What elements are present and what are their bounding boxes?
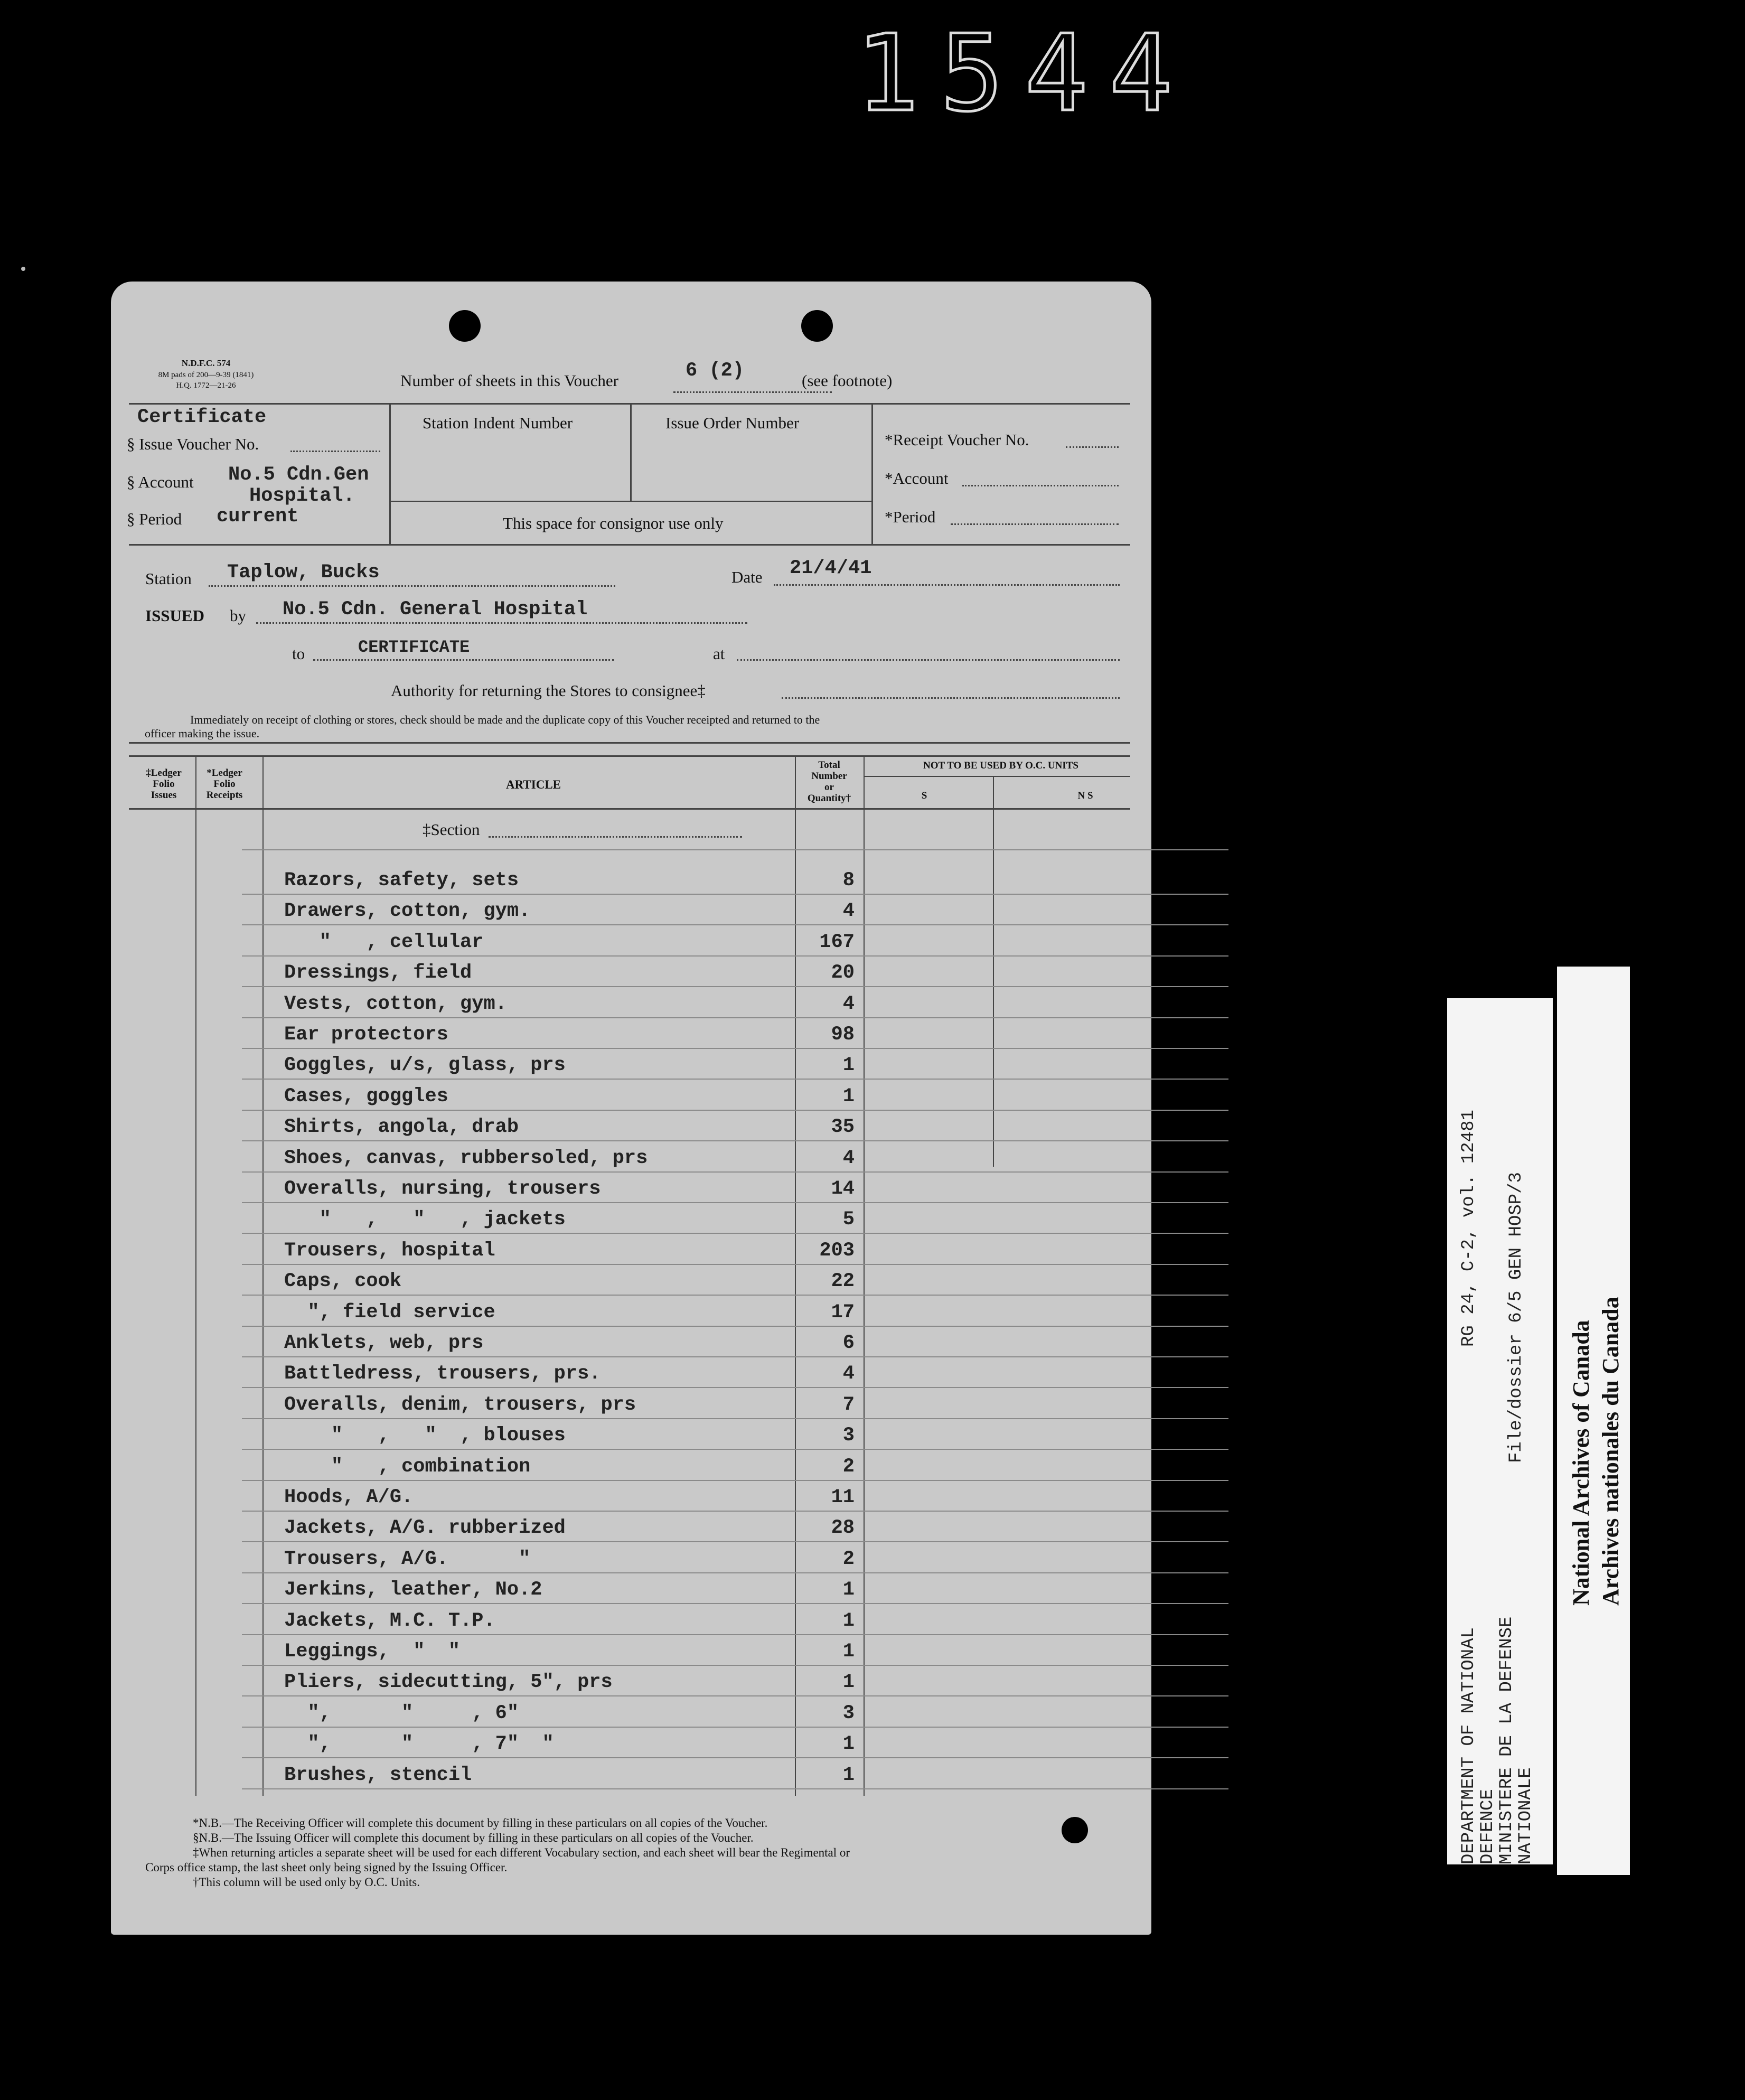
dotted-line bbox=[209, 585, 615, 587]
article-name: Overalls, denim, trousers, prs bbox=[284, 1394, 636, 1416]
archive-file-line: File/dossier 6/5 GEN HOSP/3 bbox=[1506, 1172, 1526, 1463]
article-name: Shoes, canvas, rubbersoled, prs bbox=[284, 1147, 648, 1169]
footnote: §N.B.—The Issuing Officer will complete this document by filling in these particulars on all copies of the Voucher. bbox=[193, 1831, 754, 1844]
dotted-line bbox=[782, 697, 1120, 699]
article-name: Brushes, stencil bbox=[284, 1764, 472, 1786]
row-rule bbox=[242, 1048, 1228, 1049]
row-rule bbox=[242, 924, 1228, 925]
dept-line: DEPARTMENT OF NATIONAL bbox=[1459, 1627, 1479, 1864]
row-rule bbox=[242, 1233, 1228, 1234]
row-rule bbox=[242, 955, 1228, 957]
article-quantity: 11 bbox=[831, 1486, 855, 1508]
article-quantity: 5 bbox=[842, 1208, 855, 1231]
rule bbox=[864, 776, 1130, 777]
article-name: " , cellular bbox=[284, 931, 484, 953]
dept-line: MINISTERE DE LA DEFENSE bbox=[1497, 1616, 1517, 1864]
col-header-ns: N S bbox=[1077, 790, 1093, 801]
row-rule bbox=[242, 1202, 1228, 1203]
receipt-voucher-label: *Receipt Voucher No. bbox=[885, 430, 1029, 449]
perforated-stamp-number bbox=[856, 12, 1204, 135]
article-name: Jackets, A/G. rubberized bbox=[284, 1517, 566, 1539]
rule bbox=[129, 808, 1130, 810]
rule bbox=[864, 755, 865, 1796]
article-quantity: 2 bbox=[842, 1548, 855, 1570]
issued-by-value: No.5 Cdn. General Hospital bbox=[283, 598, 588, 621]
archive-ref-line: RG 24, C-2, vol. 12481 bbox=[1459, 1110, 1479, 1347]
col-header-article: ARTICLE bbox=[506, 778, 561, 791]
sheets-label: Number of sheets in this Voucher bbox=[400, 371, 618, 390]
article-name: Ear protectors bbox=[284, 1024, 448, 1046]
row-rule bbox=[242, 1603, 1228, 1604]
stamp-digit: 1 bbox=[856, 12, 920, 135]
article-quantity: 1 bbox=[842, 1764, 855, 1786]
dept-line: NATIONALE bbox=[1516, 1767, 1536, 1864]
article-quantity: 1 bbox=[842, 1733, 855, 1755]
row-rule bbox=[242, 1511, 1228, 1512]
consignor-space-label: This space for consignor use only bbox=[503, 514, 724, 532]
at-label: at bbox=[713, 644, 725, 663]
date-label: Date bbox=[731, 568, 763, 586]
row-rule bbox=[242, 1727, 1228, 1728]
row-rule bbox=[242, 1079, 1228, 1080]
row-rule bbox=[242, 1665, 1228, 1666]
row-rule bbox=[242, 1171, 1228, 1173]
article-quantity: 1 bbox=[842, 1640, 855, 1663]
row-rule bbox=[242, 1541, 1228, 1542]
sheets-value: 6 (2) bbox=[686, 360, 745, 382]
row-rule bbox=[242, 1788, 1228, 1789]
col-header-ledger-issues: ‡Ledger Folio Issues bbox=[146, 767, 182, 801]
archive-institution-label bbox=[1557, 967, 1630, 1875]
dotted-line bbox=[951, 523, 1119, 525]
article-quantity: 1 bbox=[842, 1054, 855, 1076]
instruction-text: Immediately on receipt of clothing or stores, check should be made and the duplicate copy of this Voucher receipted and returned to the bbox=[190, 713, 820, 726]
article-name: Dressings, field bbox=[284, 962, 472, 984]
article-name: Jackets, M.C. T.P. bbox=[284, 1610, 495, 1632]
article-quantity: 28 bbox=[831, 1517, 855, 1539]
dotted-line bbox=[290, 451, 380, 452]
period-label: § Period bbox=[127, 510, 182, 528]
footnote: Corps office stamp, the last sheet only being signed by the Issuing Officer. bbox=[145, 1861, 508, 1874]
stamp-digit: 4 bbox=[1025, 12, 1089, 135]
article-quantity: 4 bbox=[842, 1147, 855, 1169]
row-rule bbox=[242, 1140, 1228, 1141]
station-label: Station bbox=[145, 569, 192, 588]
stamp-digit: 4 bbox=[1109, 12, 1173, 135]
rule bbox=[262, 755, 264, 1796]
dotted-line bbox=[313, 659, 614, 661]
rule bbox=[129, 403, 1130, 405]
article-name: ", field service bbox=[284, 1301, 495, 1324]
footnote: †This column will be used only by O.C. Units. bbox=[193, 1876, 420, 1889]
account-value: No.5 Cdn.Gen bbox=[228, 464, 369, 486]
row-rule bbox=[242, 1017, 1228, 1018]
article-name: ", " , 6" bbox=[284, 1702, 519, 1724]
section-label: ‡Section bbox=[423, 820, 480, 839]
row-rule bbox=[242, 1326, 1228, 1327]
row-rule bbox=[242, 1480, 1228, 1481]
dotted-line bbox=[489, 836, 742, 838]
article-quantity: 4 bbox=[842, 1363, 855, 1385]
article-name: Shirts, angola, drab bbox=[284, 1116, 519, 1138]
dotted-line bbox=[737, 659, 1120, 661]
row-rule bbox=[242, 1757, 1228, 1758]
period-value: current bbox=[217, 505, 299, 528]
article-quantity: 20 bbox=[831, 962, 855, 984]
article-quantity: 17 bbox=[831, 1301, 855, 1324]
form-code: N.D.F.C. 574 bbox=[181, 358, 231, 368]
article-name: " , " , blouses bbox=[284, 1424, 566, 1447]
rule bbox=[630, 403, 632, 501]
nac-english: National Archives of Canada bbox=[1568, 1320, 1594, 1606]
account-label: § Account bbox=[127, 473, 194, 491]
voucher-sheet bbox=[111, 282, 1151, 1935]
rule bbox=[129, 742, 1130, 744]
rule bbox=[129, 755, 1130, 757]
issue-voucher-label: § Issue Voucher No. bbox=[127, 435, 259, 453]
article-quantity: 167 bbox=[819, 931, 855, 953]
dust-speck bbox=[21, 267, 25, 271]
issue-order-label: Issue Order Number bbox=[665, 414, 800, 432]
rule bbox=[389, 403, 391, 545]
article-name: Trousers, hospital bbox=[284, 1240, 495, 1262]
article-quantity: 22 bbox=[831, 1270, 855, 1292]
punch-hole bbox=[1062, 1817, 1088, 1843]
rule bbox=[871, 403, 873, 545]
rule bbox=[993, 776, 994, 1167]
row-rule bbox=[242, 894, 1228, 895]
row-rule bbox=[242, 1110, 1228, 1111]
dept-line: DEFENCE bbox=[1478, 1789, 1498, 1864]
col-header-ledger-receipts: *Ledger Folio Receipts bbox=[206, 767, 243, 801]
article-name: Goggles, u/s, glass, prs bbox=[284, 1054, 566, 1076]
account-value: Hospital. bbox=[249, 485, 355, 507]
dotted-line bbox=[673, 391, 832, 393]
article-name: Caps, cook bbox=[284, 1270, 402, 1292]
article-name: Trousers, A/G. " bbox=[284, 1548, 531, 1570]
instruction-text: officer making the issue. bbox=[145, 727, 260, 740]
receipt-period-label: *Period bbox=[885, 508, 936, 526]
article-quantity: 7 bbox=[842, 1394, 855, 1416]
certificate-text: Certificate bbox=[137, 406, 267, 428]
row-rule bbox=[242, 1572, 1228, 1573]
col-header-total: Total Number or Quantity† bbox=[807, 760, 851, 804]
article-name: ", " , 7" " bbox=[284, 1733, 554, 1755]
receipt-account-label: *Account bbox=[885, 469, 949, 487]
article-name: Leggings, " " bbox=[284, 1640, 461, 1663]
rule bbox=[129, 544, 1130, 546]
article-name: " , " , jackets bbox=[284, 1208, 566, 1231]
article-name: Drawers, cotton, gym. bbox=[284, 900, 531, 922]
row-rule bbox=[242, 1356, 1228, 1357]
dotted-line bbox=[256, 622, 747, 624]
nac-french: Archives nationales du Canada bbox=[1598, 1297, 1624, 1606]
article-quantity: 6 bbox=[842, 1332, 855, 1354]
sheets-footnote-ref: (see footnote) bbox=[802, 371, 893, 390]
article-quantity: 14 bbox=[831, 1178, 855, 1200]
article-quantity: 3 bbox=[842, 1702, 855, 1724]
to-label: to bbox=[292, 644, 305, 663]
col-header-s: S bbox=[921, 790, 927, 801]
row-rule bbox=[242, 986, 1228, 987]
row-rule bbox=[242, 1449, 1228, 1450]
article-quantity: 1 bbox=[842, 1579, 855, 1601]
article-quantity: 3 bbox=[842, 1424, 855, 1447]
date-value: 21/4/41 bbox=[790, 557, 872, 579]
row-rule bbox=[242, 1695, 1228, 1696]
by-label: by bbox=[230, 606, 246, 625]
stamp-digit: 5 bbox=[940, 12, 1004, 135]
article-quantity: 35 bbox=[831, 1116, 855, 1138]
rule bbox=[195, 755, 196, 1796]
footnote: ‡When returning articles a separate sheet will be used for each different Vocabulary section, and each sheet will bear the Regimental or bbox=[193, 1846, 850, 1859]
article-quantity: 4 bbox=[842, 900, 855, 922]
station-indent-label: Station Indent Number bbox=[423, 414, 573, 432]
footnote: *N.B.—The Receiving Officer will complete this document by filling in these particulars on all copies of the Voucher. bbox=[193, 1816, 768, 1830]
station-value: Taplow, Bucks bbox=[227, 561, 380, 584]
col-header-not-used: NOT TO BE USED BY O.C. UNITS bbox=[923, 760, 1078, 771]
article-name: Hoods, A/G. bbox=[284, 1486, 414, 1508]
row-rule bbox=[242, 1295, 1228, 1296]
article-name: Jerkins, leather, No.2 bbox=[284, 1579, 542, 1601]
article-name: Pliers, sidecutting, 5", prs bbox=[284, 1671, 613, 1693]
row-rule bbox=[242, 849, 1228, 850]
article-quantity: 1 bbox=[842, 1610, 855, 1632]
authority-label: Authority for returning the Stores to consignee‡ bbox=[391, 681, 706, 700]
issued-label: ISSUED bbox=[145, 606, 204, 625]
row-rule bbox=[242, 1634, 1228, 1635]
row-rule bbox=[242, 1418, 1228, 1419]
article-name: Cases, goggles bbox=[284, 1085, 448, 1108]
article-name: Overalls, nursing, trousers bbox=[284, 1178, 601, 1200]
article-quantity: 4 bbox=[842, 993, 855, 1015]
punch-hole bbox=[449, 310, 481, 342]
article-quantity: 2 bbox=[842, 1456, 855, 1478]
rule bbox=[391, 501, 871, 502]
article-quantity: 203 bbox=[819, 1240, 855, 1262]
article-name: Anklets, web, prs bbox=[284, 1332, 484, 1354]
punch-hole bbox=[801, 310, 833, 342]
dotted-line bbox=[1066, 446, 1119, 448]
dotted-line bbox=[774, 584, 1120, 586]
dotted-line bbox=[962, 485, 1119, 486]
print-line: 8M pads of 200—9-39 (1841) bbox=[158, 371, 254, 379]
row-rule bbox=[242, 1387, 1228, 1388]
article-name: " , combination bbox=[284, 1456, 531, 1478]
article-quantity: 98 bbox=[831, 1024, 855, 1046]
article-name: Razors, safety, sets bbox=[284, 869, 519, 892]
article-quantity: 8 bbox=[842, 869, 855, 892]
archive-reference-label bbox=[1447, 998, 1553, 1864]
article-name: Vests, cotton, gym. bbox=[284, 993, 507, 1015]
article-quantity: 1 bbox=[842, 1671, 855, 1693]
article-name: Battledress, trousers, prs. bbox=[284, 1363, 601, 1385]
to-value: CERTIFICATE bbox=[358, 638, 470, 657]
print-line: H.Q. 1772—21-26 bbox=[176, 381, 236, 390]
article-quantity: 1 bbox=[842, 1085, 855, 1108]
row-rule bbox=[242, 1264, 1228, 1265]
